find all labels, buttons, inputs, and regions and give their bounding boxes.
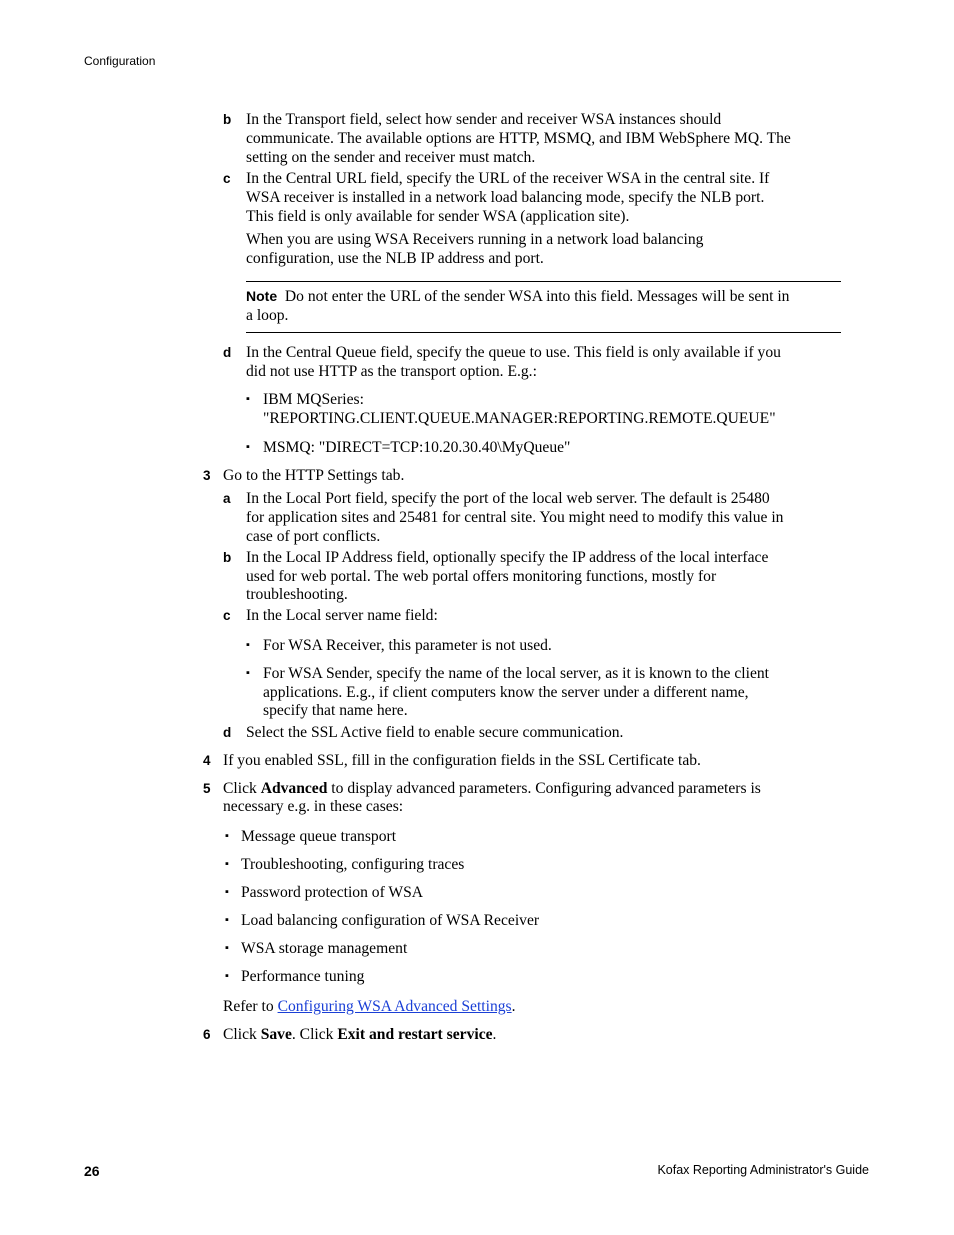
running-header: Configuration xyxy=(84,54,156,68)
substep-a-line: case of port conflicts. xyxy=(246,528,381,545)
exit-restart-label: Exit and restart service xyxy=(337,1026,493,1043)
bullet-item: Password protection of WSA xyxy=(241,884,424,901)
step-5-pre: Click xyxy=(223,780,261,797)
step-5-post: to display advanced parameters. Configuring advanced parameters is xyxy=(327,780,761,797)
substep-a-line: In the Local Port field, specify the port of the local web server. The default is 25480 xyxy=(246,490,770,507)
advanced-label: Advanced xyxy=(260,780,328,797)
step-6-pre: Click xyxy=(223,1026,261,1043)
step-b-line: In the Transport field, select how sender and receiver WSA instances should xyxy=(246,111,722,128)
substep-b-line: used for web portal. The web portal offers monitoring functions, mostly for xyxy=(246,568,717,585)
step-number-6: 6 xyxy=(203,1027,211,1042)
step-4-text: If you enabled SSL, fill in the configuration fields in the SSL Certificate tab. xyxy=(223,752,701,769)
bullet-item: For WSA Receiver, this parameter is not used. xyxy=(263,637,552,654)
bullet-item: Load balancing configuration of WSA Receiver xyxy=(241,912,540,929)
bullet-glyph: ▪ xyxy=(225,858,229,870)
bullet-glyph: ▪ xyxy=(225,914,229,926)
substep-marker-b: b xyxy=(223,550,232,565)
substep-d-text: Select the SSL Active field to enable secure communication. xyxy=(246,724,624,741)
substep-b-line: troubleshooting. xyxy=(246,586,348,603)
bullet-item: For WSA Sender, specify the name of the local server, as it is known to the client xyxy=(263,665,770,682)
note-bottom-rule xyxy=(246,332,841,333)
bullet-glyph: ▪ xyxy=(225,942,229,954)
bullet-glyph: ▪ xyxy=(225,830,229,842)
step-b-line: communicate. The available options are HTTP, MSMQ, and IBM WebSphere MQ. The xyxy=(246,130,791,147)
substep-marker-a: a xyxy=(223,491,231,506)
step-b-line: setting on the sender and receiver must match. xyxy=(246,149,536,166)
step-c-line: WSA receiver is installed in a network load balancing mode, specify the NLB port. xyxy=(246,189,765,206)
step-number-3: 3 xyxy=(203,468,211,483)
configuring-wsa-advanced-settings-link[interactable]: Configuring WSA Advanced Settings xyxy=(277,998,512,1015)
bullet-item: "REPORTING.CLIENT.QUEUE.MANAGER:REPORTING.REMOTE.QUEUE" xyxy=(263,410,776,427)
bullet-glyph: ▪ xyxy=(246,393,250,405)
bullet-glyph: ▪ xyxy=(225,886,229,898)
bullet-glyph: ▪ xyxy=(246,667,250,679)
note-text: Do not enter the URL of the sender WSA into this field. Messages will be sent in xyxy=(284,288,790,305)
substep-b-line: In the Local IP Address field, optionally specify the IP address of the local interface xyxy=(246,549,769,566)
note-top-rule xyxy=(246,281,841,282)
step-marker-c: c xyxy=(223,171,231,186)
page-number: 26 xyxy=(84,1163,100,1179)
step-3-text: Go to the HTTP Settings tab. xyxy=(223,467,405,484)
bullet-item: specify that name here. xyxy=(263,702,408,719)
guide-title: Kofax Reporting Administrator's Guide xyxy=(657,1163,869,1177)
step-c-paragraph-line: configuration, use the NLB IP address and port. xyxy=(246,250,544,267)
step-6-line xyxy=(223,1025,496,1044)
step-5-line xyxy=(223,779,761,798)
step-c-paragraph-line: When you are using WSA Receivers running in a network load balancing xyxy=(246,231,704,248)
step-d-line: In the Central Queue field, specify the queue to use. This field is only available if you xyxy=(246,344,781,361)
bullet-glyph: ▪ xyxy=(225,970,229,982)
bullet-item: Message queue transport xyxy=(241,828,397,845)
bullet-item: Performance tuning xyxy=(241,968,365,985)
bullet-glyph: ▪ xyxy=(246,441,250,453)
refer-line xyxy=(223,997,516,1016)
note-label: Note xyxy=(246,288,278,304)
step-number-4: 4 xyxy=(203,753,211,768)
step-c-line: This field is only available for sender WSA (application site). xyxy=(246,208,630,225)
step-6-post: . xyxy=(492,1026,497,1043)
bullet-item: applications. E.g., if client computers know the server under a different name, xyxy=(263,684,749,701)
substep-a-line: for application sites and 25481 for central site. You might need to modify this value in xyxy=(246,509,784,526)
bullet-item: MSMQ: "DIRECT=TCP:10.20.30.40\MyQueue" xyxy=(263,439,571,456)
substep-c-text: In the Local server name field: xyxy=(246,607,438,624)
note-line: a loop. xyxy=(246,307,289,324)
bullet-item: WSA storage management xyxy=(241,940,408,957)
bullet-item: Troubleshooting, configuring traces xyxy=(241,856,465,873)
step-d-line: did not use HTTP as the transport option. E.g.: xyxy=(246,363,537,380)
bullet-glyph: ▪ xyxy=(246,639,250,651)
step-marker-b: b xyxy=(223,112,232,127)
bullet-item: IBM MQSeries: xyxy=(263,391,364,408)
step-c-line: In the Central URL field, specify the URL of the receiver WSA in the central site. If xyxy=(246,170,770,187)
step-marker-d: d xyxy=(223,345,232,360)
refer-pre: Refer to xyxy=(223,998,278,1015)
step-5-line: necessary e.g. in these cases: xyxy=(223,798,404,815)
substep-marker-c: c xyxy=(223,608,231,623)
note-line xyxy=(246,287,789,306)
refer-post: . xyxy=(511,998,516,1015)
step-6-mid: . Click xyxy=(291,1026,338,1043)
substep-marker-d: d xyxy=(223,725,232,740)
step-number-5: 5 xyxy=(203,781,211,796)
save-label: Save xyxy=(260,1026,292,1043)
